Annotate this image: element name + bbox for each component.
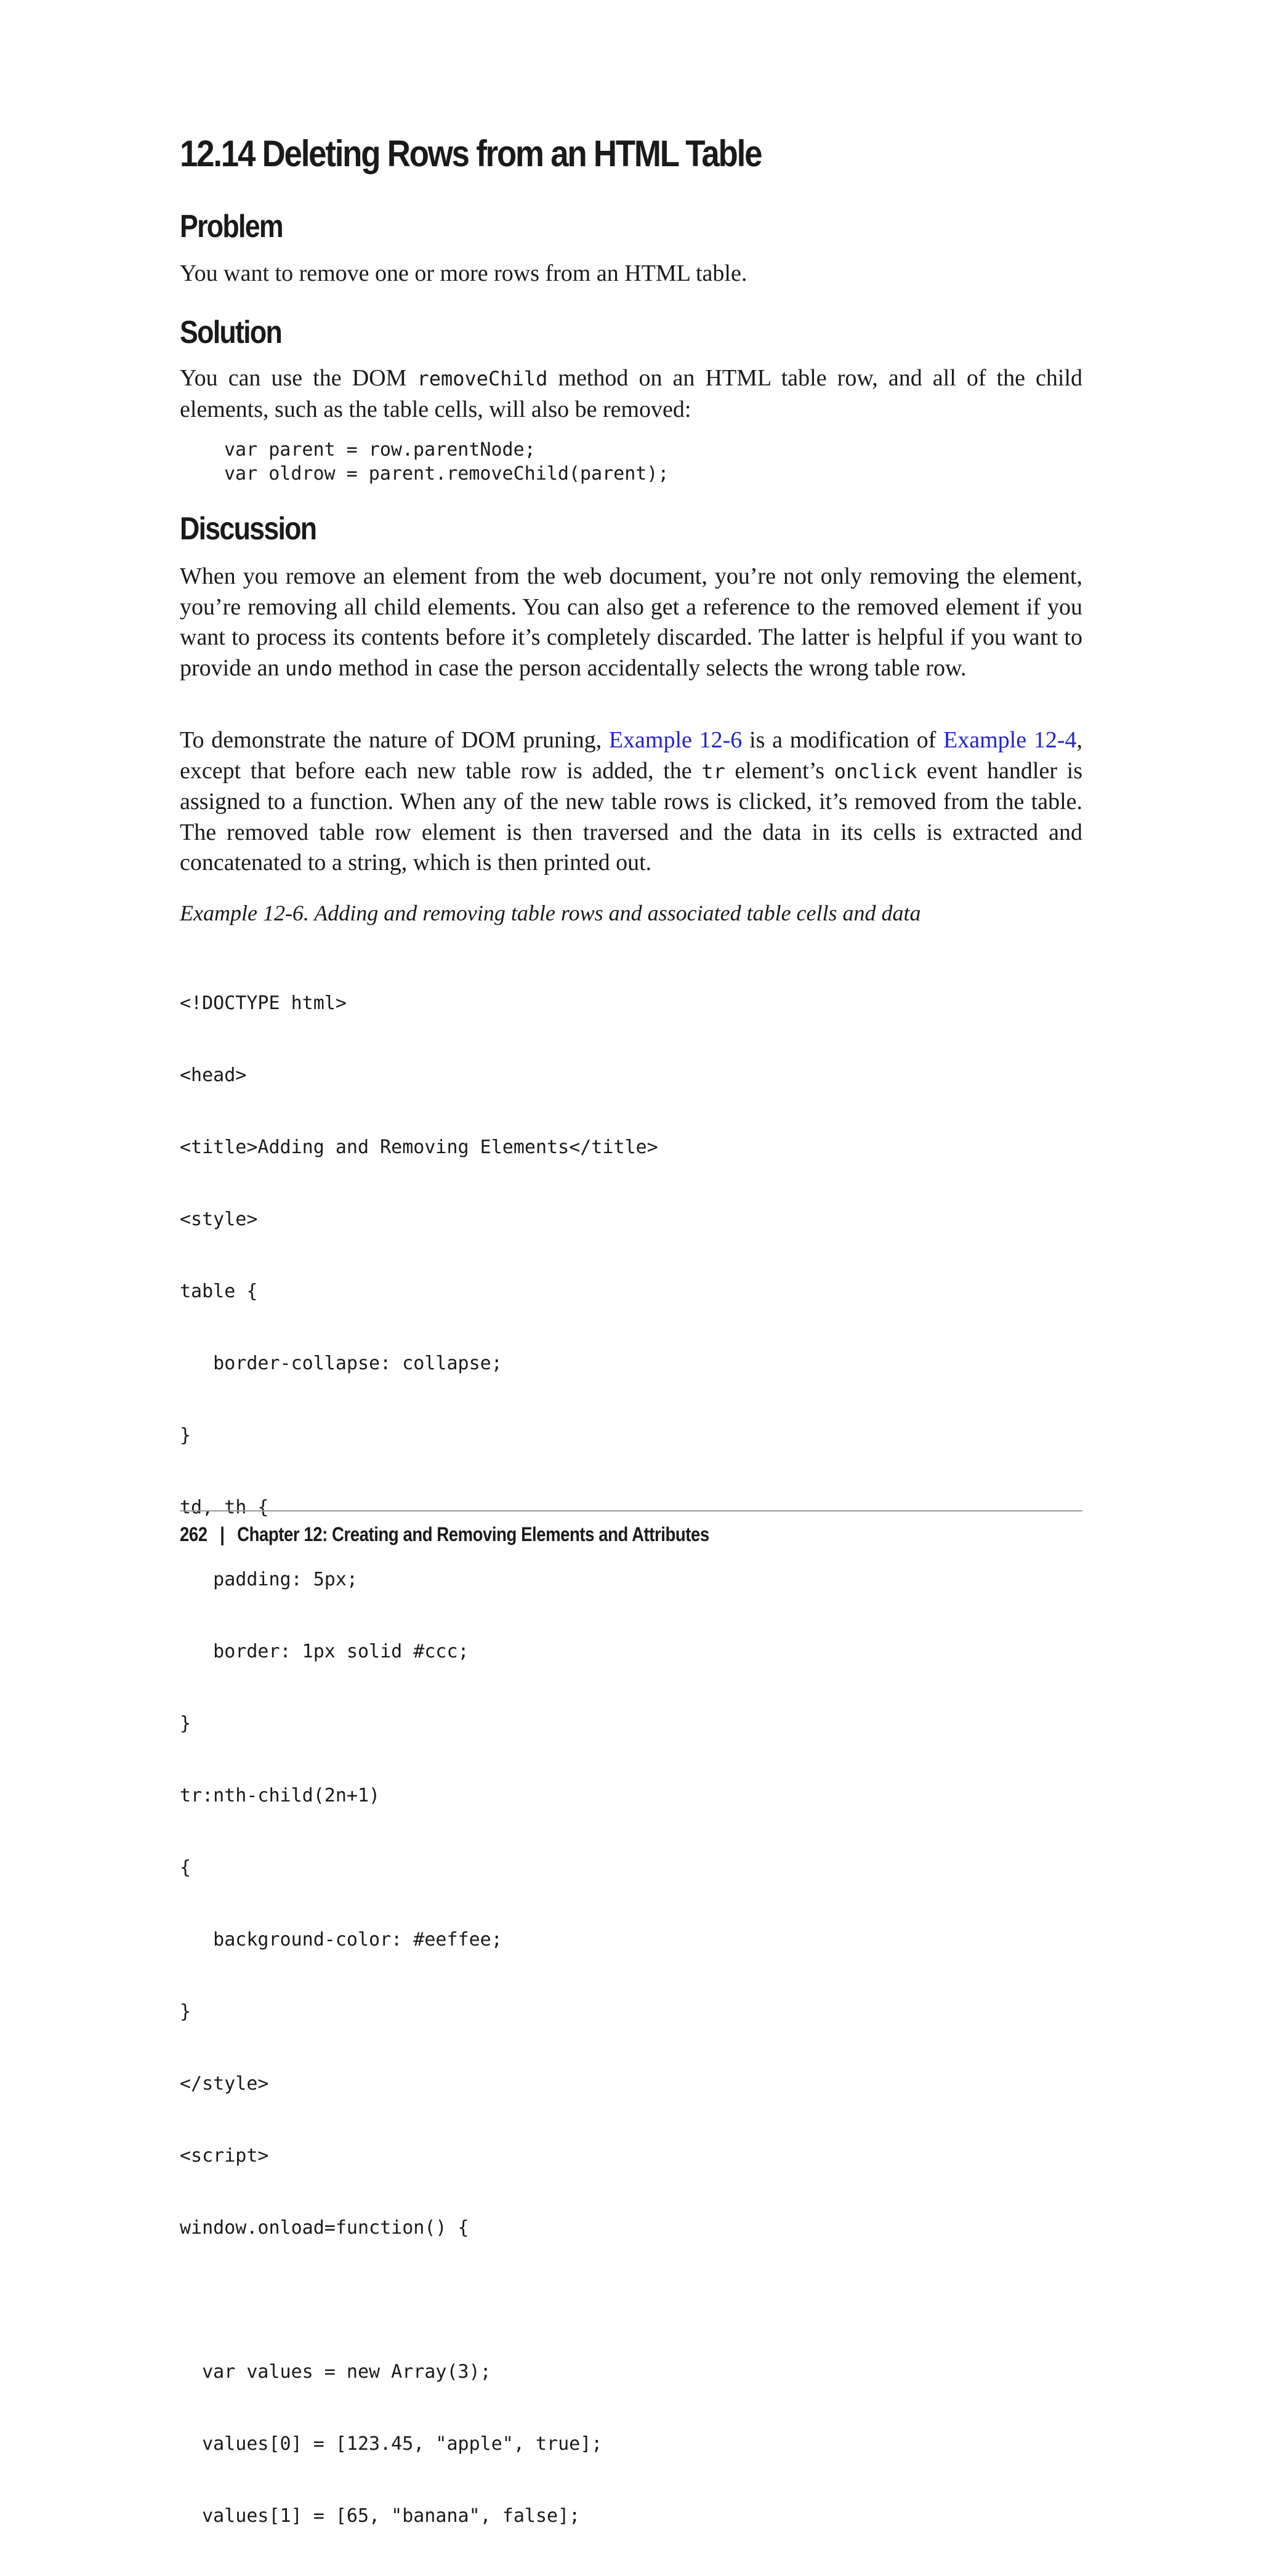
inline-code-undo: undo: [284, 656, 333, 680]
inline-code-removechild: removeChild: [417, 367, 548, 390]
code-line: var oldrow = parent.removeChild(parent);: [224, 463, 669, 485]
problem-text: You want to remove one or more rows from an HTML table.: [180, 260, 747, 286]
solution-text: You can use the DOM removeChild method on an HTML table row, and all of the child elements, such as the table cells, will also be removed:: [180, 365, 1083, 422]
discussion-heading: Discussion: [180, 511, 316, 547]
solution-code: [224, 438, 669, 486]
chapter-title: Chapter 12: Creating and Removing Elements and Attributes: [237, 1523, 709, 1545]
code-line: border-collapse: collapse;: [180, 1353, 502, 1374]
code-line: }: [180, 2001, 191, 2023]
code-line: var parent = row.parentNode;: [224, 439, 536, 461]
code-line: values[0] = [123.45, "apple", true];: [180, 2433, 603, 2455]
example-12-4-link[interactable]: Example 12-4: [943, 727, 1077, 753]
footer-rule: [180, 1510, 1082, 1511]
solution-heading: Solution: [180, 315, 282, 350]
footer-separator: |: [220, 1523, 225, 1545]
inline-code-tr: tr: [701, 759, 725, 783]
code-line: <title>Adding and Removing Elements</title>: [180, 1137, 658, 1158]
code-line: <style>: [180, 1209, 258, 1230]
inline-code-onclick: onclick: [834, 759, 917, 783]
example-code-block: [180, 943, 658, 2576]
code-line: background-color: #eeffee;: [180, 1929, 502, 1950]
code-line: padding: 5px;: [180, 1569, 358, 1590]
example-caption: Example 12-6. Adding and removing table rows and associated table cells and data: [180, 901, 921, 925]
page-number: 262: [180, 1523, 207, 1545]
discussion-paragraph-1: When you remove an element from the web document, you’re not only removing the element, you’re removing all child elements. You can also get a reference to the removed element if you want to process its contents before it’s completely discarded. The latter is helpful if you want to provide an undo method in case the person accidentally selects the wrong table row.: [180, 563, 1082, 681]
code-line: var values = new Array(3);: [180, 2361, 491, 2383]
code-line: </style>: [180, 2073, 269, 2095]
problem-heading: Problem: [180, 209, 283, 244]
code-line: border: 1px solid #ccc;: [180, 1641, 469, 1662]
code-line: }: [180, 1713, 191, 1734]
code-line: table {: [180, 1281, 258, 1302]
page-footer: [180, 1523, 709, 1546]
code-line: }: [180, 1425, 191, 1446]
section-title: 12.14 Deleting Rows from an HTML Table: [180, 133, 762, 174]
code-line: <head>: [180, 1065, 247, 1086]
code-line: window.onload=function() {: [180, 2217, 469, 2239]
code-line: [180, 2288, 658, 2312]
code-line: {: [180, 1857, 191, 1878]
code-line: <!DOCTYPE html>: [180, 992, 347, 1014]
code-line: td, th {: [180, 1497, 269, 1518]
code-line: <script>: [180, 2145, 269, 2167]
code-line: tr:nth-child(2n+1): [180, 1785, 381, 1806]
code-line: values[1] = [65, "banana", false];: [180, 2505, 581, 2527]
example-12-6-link[interactable]: Example 12-6: [608, 727, 743, 753]
discussion-paragraph-2: To demonstrate the nature of DOM pruning, Example 12-6 is a modification of Example 12-4, except that before each new table row is added, the tr element’s onclick event handler is assigned to a function. When any of the new table rows is clicked, it’s removed from the table. The removed table row element is then traversed and the data in its cells is extracted and concatenated to a string, which is then printed out.: [180, 727, 1082, 875]
